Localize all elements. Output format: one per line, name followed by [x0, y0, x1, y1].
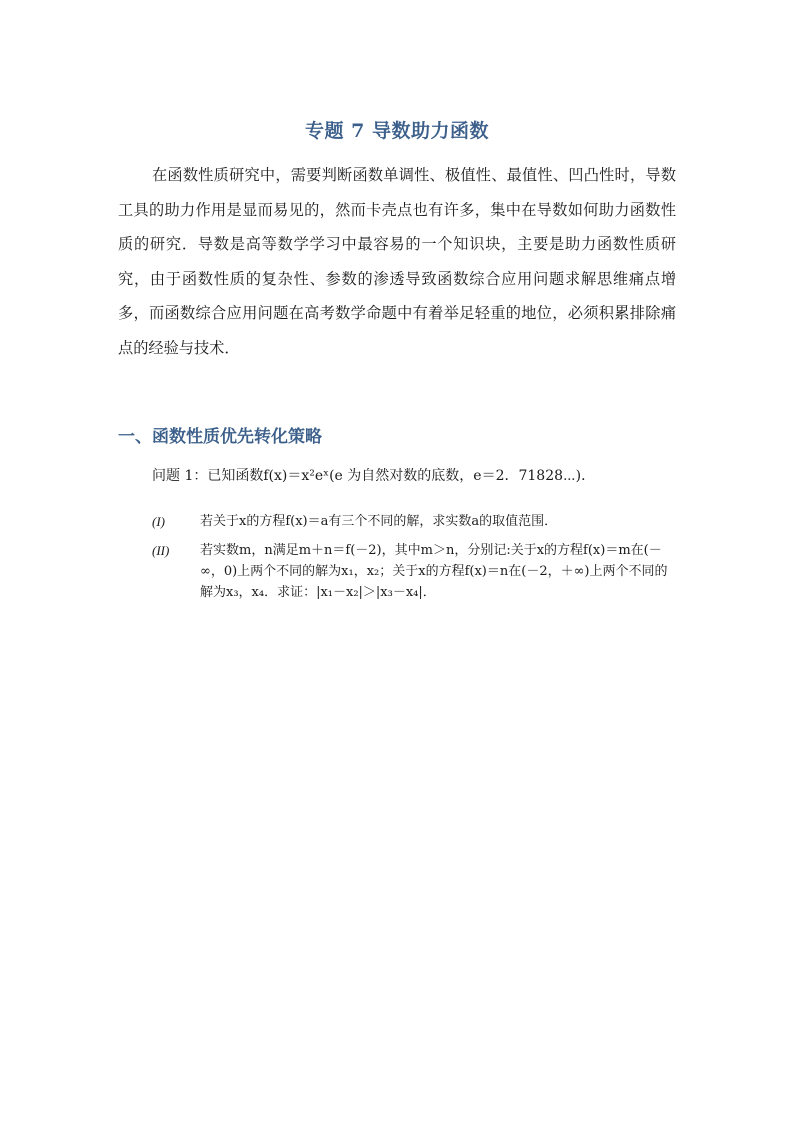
item-number: (I) [152, 514, 165, 529]
item-number: (II) [152, 543, 170, 558]
problem-statement: 问题 1：已知函数f(x)＝x²eˣ(e 为自然对数的底数，e＝2．71828⋯)． [152, 468, 596, 484]
problem-item-1 [152, 511, 680, 532]
document-title: 专题 7 导数助力函数 [305, 120, 489, 142]
item-text: 若关于x的方程f(x)＝a有三个不同的解，求实数a的取值范围． [200, 514, 558, 529]
section-heading: 一、函数性质优先转化策略 [118, 427, 322, 447]
item-text: 若实数m，n满足m＋n＝f(－2)，其中m＞n，分别记:关于x的方程f(x)＝m在(－∞，0)上两个不同的解为x₁，x₂；关于x的方程f(x)＝n在(－2，＋∞)上两个不同的解为x₃，x₄．求证：|x₁－x₂|＞|x₃－x₄|． [200, 543, 668, 600]
intro-paragraph: 在函数性质研究中，需要判断函数单调性、极值性、最值性、凹凸性时，导数工具的助力作用是显而易见的，然而卡壳点也有许多，集中在导数如何助力函数性质的研究．导数是高等数学学习中最容易的一个知识块，主要是助力函数性质研究，由于函数性质的复杂性、参数的渗透导致函数综合应用问题求解思维痛点增多，而函数综合应用问题在高考数学命题中有着举足轻重的地位，必须积累排除痛点的经验与技术． [118, 166, 676, 357]
problem-item-2 [152, 540, 680, 603]
